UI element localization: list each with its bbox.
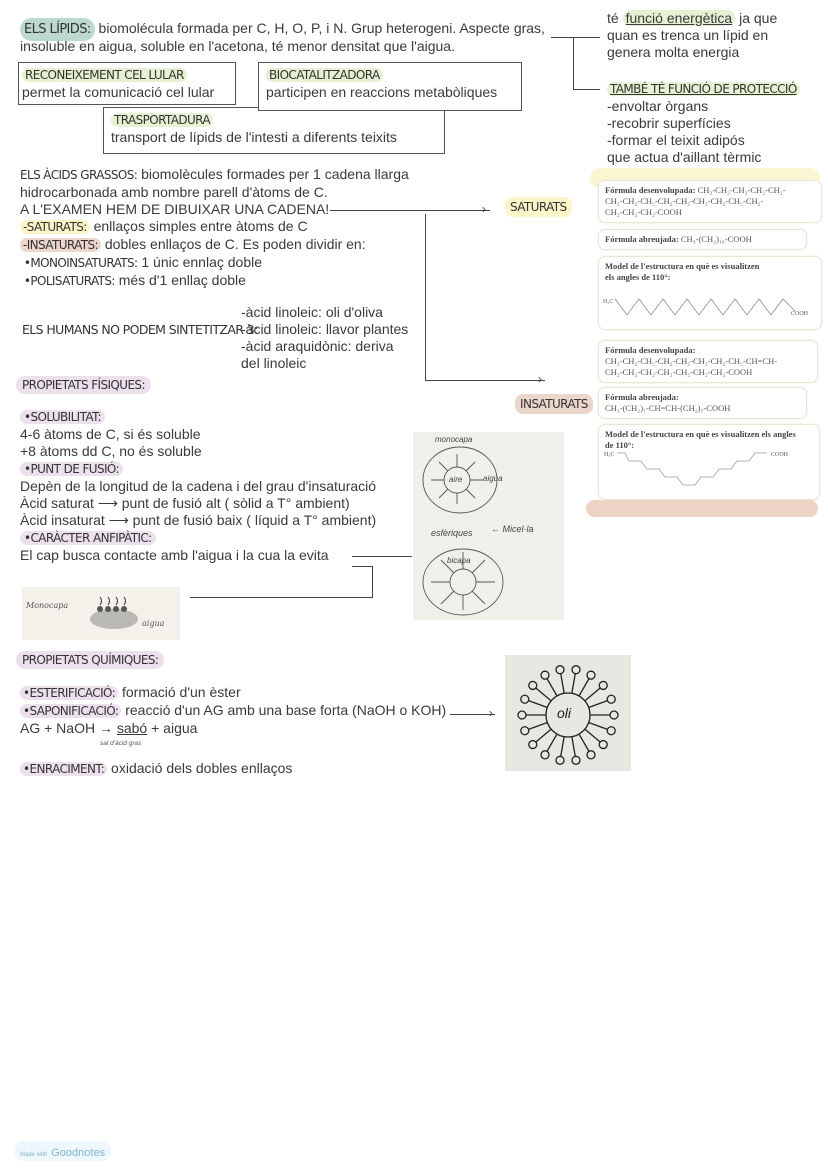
text: hidrocarbonada amb nombre parell d'àtoms de C. [20, 184, 328, 200]
arrow-protection [573, 89, 600, 90]
chemical-section [20, 684, 446, 737]
label: aire [449, 475, 463, 484]
label: Fórmula abreujada: [605, 392, 679, 402]
melting-label: •PUNT DE FUSIÓ: [20, 462, 123, 476]
physical-section [20, 408, 376, 564]
arrowhead: › [489, 706, 493, 720]
label: Fórmula abreujada: [605, 234, 679, 244]
connector-line [352, 566, 372, 567]
zigzag-chain-icon [599, 285, 809, 325]
head [521, 695, 529, 703]
exam-note: A L'EXAMEN HEM DE DIBUIXAR UNA CADENA! [20, 201, 330, 217]
text: enllaços simples entre àtoms de C [89, 218, 308, 234]
energy-highlight: funció energètica [623, 10, 736, 26]
tail [579, 679, 589, 696]
arrow-micelle [352, 556, 412, 557]
tail [561, 737, 564, 757]
connector-line [551, 37, 573, 38]
tail [572, 737, 575, 757]
head [607, 727, 615, 735]
label: aigua [142, 619, 165, 628]
tail [589, 723, 608, 730]
unsaturated-abbreviated-formula [598, 387, 807, 419]
function-text: permet la comunicació cel lular [22, 84, 215, 100]
essential-list [241, 304, 408, 372]
saturated-abbreviated-formula [598, 229, 807, 250]
insaturats-label: -INSATURATS: [20, 238, 101, 252]
tail [585, 688, 600, 701]
made-with-text: Made with [20, 1152, 48, 1158]
function-box-transport [103, 107, 445, 154]
brand-name: Goodnotes [51, 1147, 106, 1159]
sapon-label: •SAPONIFICACIÓ: [20, 704, 121, 718]
head [587, 671, 595, 679]
formula: CH₃-CH₂-CH₂-CH₂-CH₂-CH₂-CH₂-CH₂-CH=CH- [605, 356, 778, 366]
micelle-photo [413, 432, 564, 620]
text: dobles enllaços de C. Es poden dividir en: [101, 236, 366, 252]
list-item: Àcid saturat ⟶ punt de fusió alt ( sòlid a T° ambient) [20, 495, 350, 511]
function-text: transport de lípids de l'intesti a diferents teixits [111, 129, 397, 145]
tail [547, 679, 557, 696]
head [572, 666, 580, 674]
formula: CH₃-(CH₂)₁₆-COOH [678, 234, 752, 244]
arrow-monolayer [190, 597, 373, 598]
chain-start: H₃C [603, 299, 614, 305]
chemical-heading: PROPIETATS QUÍMIQUES: [16, 651, 164, 669]
label: Model de l'estructura en què es visualitzen [605, 261, 760, 271]
label: bicapa [447, 556, 471, 565]
head [518, 711, 526, 719]
equation: AG + NaOH → [20, 720, 117, 736]
formula: CH₂-CH₂-CH₂-CH₂-CH₂-CH₂-CH₂-CH₂-CH₂- [605, 196, 764, 206]
head [541, 671, 549, 679]
label: Model de l'estructura en què es visualitzen els angles [605, 429, 796, 439]
function-box-biocatalyst [258, 62, 522, 111]
amphipathic-text: El cap busca contacte amb l'aigua i la cua la evita [20, 547, 329, 563]
text: més d'1 enllaç doble [114, 272, 246, 288]
label: de 110°: [605, 440, 635, 450]
head [556, 666, 564, 674]
list-item: 4-6 àtoms de C, si és soluble [20, 426, 201, 442]
text: quan es trenca un lípid en [607, 27, 769, 43]
tail [589, 701, 608, 708]
tail [529, 723, 548, 730]
energy-note [607, 10, 777, 61]
tail [529, 701, 548, 708]
arrow-energy [573, 37, 600, 38]
head [607, 695, 615, 703]
tail [572, 674, 575, 694]
label: Fórmula desenvolupada: [605, 345, 696, 355]
equation-soap: sabó [116, 720, 148, 736]
label: els angles de 110°: [605, 272, 671, 282]
text: ja que [735, 10, 778, 26]
oil-label: oli [557, 705, 572, 721]
lipids-heading: ELS LÍPIDS: [20, 18, 95, 41]
label: esfèriques [431, 528, 473, 538]
arrow-insaturats [425, 380, 545, 381]
arrowhead: › [538, 372, 542, 386]
tail [579, 734, 589, 751]
list-item: Àcid insaturat ⟶ punt de fusió baix ( líquid a T° ambient) [20, 512, 377, 528]
head [610, 711, 618, 719]
list-item: -àcid linoleic: llavor plantes [241, 321, 409, 337]
arrowhead: › [482, 202, 486, 216]
list-item: -formar el teixit adipós [607, 132, 745, 148]
tail [547, 734, 557, 751]
unsaturated-structure-model [598, 424, 820, 500]
list-item: del linoleic [241, 355, 307, 371]
head [556, 756, 564, 764]
text: genera molta energia [607, 44, 740, 60]
label: monocapa [435, 435, 473, 444]
intro-line1: biomolécula formada per C, H, O, P, i N. Grup heterogeni. Aspecte gras, [94, 20, 545, 36]
text: té [607, 10, 623, 26]
unsaturated-highlight-bar [586, 500, 818, 517]
label: ← Micel·la [491, 524, 534, 534]
insaturats-tag: INSATURATS [515, 394, 593, 414]
text: 1 únic ennlaç doble [137, 254, 263, 270]
list-item: +8 àtoms dd C, no és soluble [20, 443, 202, 459]
connector-line [425, 214, 426, 380]
arrow-saturats [330, 210, 490, 211]
oil-micelle-photo [505, 655, 631, 771]
tail [585, 729, 600, 742]
head [529, 741, 537, 749]
tail [561, 674, 564, 694]
goodnotes-badge [14, 1141, 111, 1161]
head [529, 681, 537, 689]
formula: CH₂-CH₂-CH₂-CH₂-CH₂-CH₂-CH₂-COOH [605, 367, 753, 377]
tail [536, 688, 551, 701]
list-item: -envoltar òrgans [607, 98, 709, 114]
mono-label: •MONOINSATURATS: [23, 256, 138, 270]
essential-heading: ELS HUMANS NO PODEM SINTETITZAR 3: [22, 322, 258, 337]
protection-note [607, 80, 800, 166]
intro-line2: insoluble en aigua, soluble en l'acetona, té menor densitat que l'aigua. [20, 38, 455, 54]
soap-note: sal d'àcid gras [100, 740, 142, 747]
ester-label: •ESTERIFICACIÓ: [20, 686, 118, 700]
connector-line [573, 37, 574, 89]
protection-title: TAMBÉ TÉ FUNCIÓ DE PROTECCIÓ [607, 82, 800, 96]
fatty-acids-section [20, 166, 409, 290]
formula: CH₃-CH₂-CH₂-CH₂-CH₂- [695, 185, 786, 195]
head [541, 751, 549, 759]
function-title: BIOCATALITZADORA [266, 68, 383, 82]
list-item: -àcid araquidònic: deriva [241, 338, 394, 354]
saturated-developed-formula [598, 180, 822, 223]
text: oxidació dels dobles enllaços [107, 760, 293, 776]
chain-end: COOH [771, 452, 789, 458]
formula: CH₂-CH₂-CH₂-COOH [605, 207, 682, 217]
label: aigua [483, 474, 503, 483]
head [599, 741, 607, 749]
function-text: participen en reaccions metabòliques [266, 84, 498, 100]
formula: CH₃-(CH₂)₇-CH=CH-(CH₂)₇-COOH [605, 403, 731, 413]
fatty-acids-heading: ELS ÀCIDS GRASSOS: [20, 168, 138, 182]
head [599, 681, 607, 689]
label: Monocapa [26, 601, 69, 610]
physical-heading: PROPIETATS FÍSIQUES: [16, 376, 151, 394]
text: reacció d'un AG amb una base forta (NaOH o KOH) [121, 702, 447, 718]
text: biomolècules formades per 1 cadena llarga [137, 166, 409, 182]
head [521, 727, 529, 735]
list-item: que actua d'aillant tèrmic [607, 149, 762, 165]
micelle-sketch-icon [413, 432, 564, 620]
unsaturated-developed-formula [598, 340, 818, 383]
saturats-label: -SATURATS: [20, 220, 90, 234]
label: Fórmula desenvolupada: [605, 185, 696, 195]
poli-label: •POLISATURATS: [23, 274, 115, 288]
function-title: RECONEIXEMENT CEL LULAR [22, 68, 187, 82]
tail [536, 729, 551, 742]
function-box-recognition [18, 62, 236, 105]
list-item: -àcid linoleic: oli d'oliva [241, 304, 383, 320]
text: formació d'un èster [118, 684, 241, 700]
solubility-label: •SOLUBILITAT: [20, 410, 105, 424]
list-item: Depèn de la longitud de la cadena i del grau d'insaturació [20, 478, 377, 494]
amphipathic-label: •CARÀCTER ANFIPÀTIC: [20, 531, 156, 545]
saturats-tag: SATURATS [505, 197, 572, 217]
function-title: TRASPORTADURA [111, 113, 213, 127]
saturated-structure-model [598, 256, 822, 330]
monolayer-sketch-icon [22, 587, 180, 640]
rancid-label: •ENRACIMENT: [20, 762, 107, 776]
chain-start: H₃C [604, 452, 615, 458]
head [587, 751, 595, 759]
head [572, 756, 580, 764]
lipids-intro [20, 20, 545, 55]
rancid-line [20, 760, 292, 778]
monolayer-photo [22, 587, 180, 640]
equation: + aigua [147, 720, 198, 736]
list-item: -recobrir superfícies [607, 115, 731, 131]
connector-line [372, 566, 373, 597]
chain-end: COOH [791, 311, 809, 317]
